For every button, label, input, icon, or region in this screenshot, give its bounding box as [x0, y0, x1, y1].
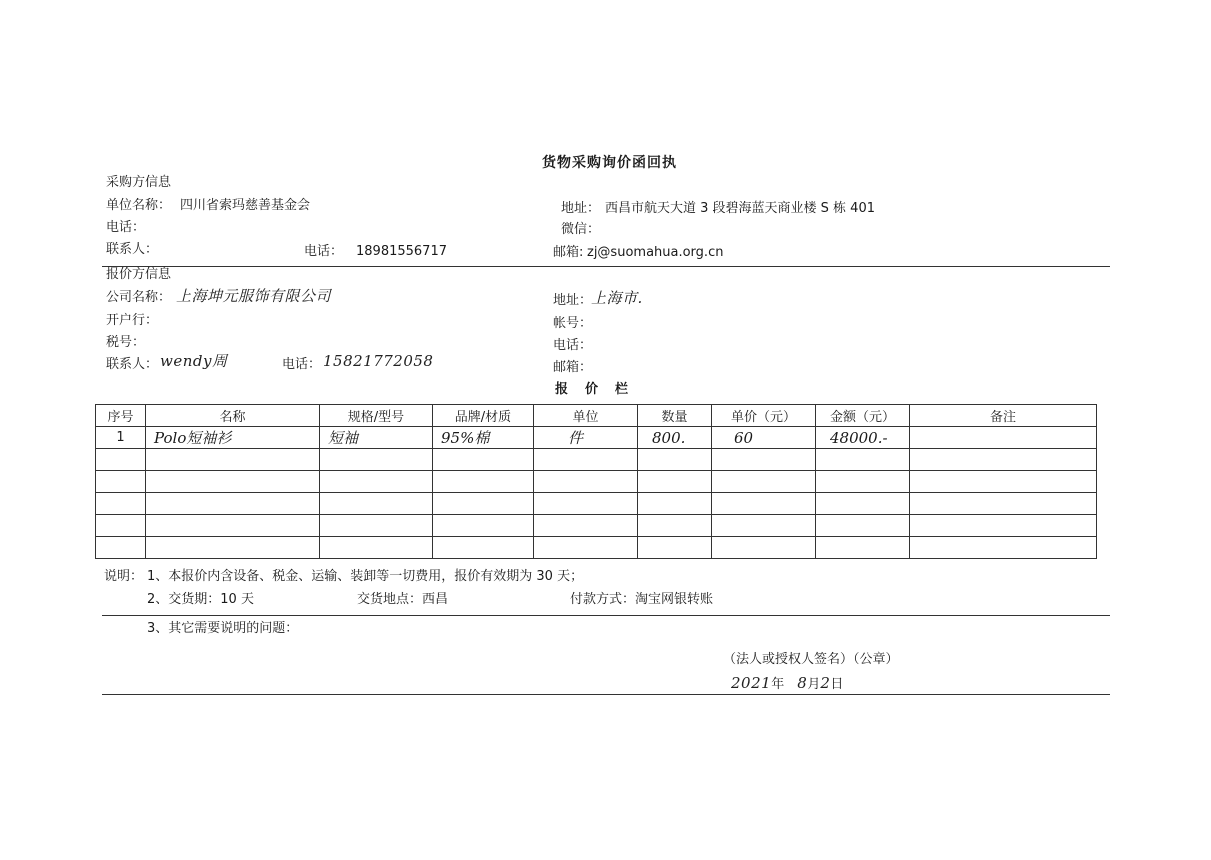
quoter-address: 上海市.	[591, 289, 643, 307]
cell-unit-price	[712, 515, 816, 537]
page-title: 货物采购询价函回执	[542, 155, 677, 171]
header-remarks: 备注	[910, 405, 1097, 427]
quoter-section-label: 报价方信息	[106, 267, 172, 282]
buyer-unit-name: 四川省索玛慈善基金会	[180, 198, 311, 213]
cell-amount	[816, 515, 910, 537]
buyer-wechat-label: 微信：	[561, 222, 601, 237]
notes-item-3: 3、其它需要说明的问题：	[147, 621, 299, 636]
table-row	[96, 471, 1097, 493]
cell-brand: 95%棉	[433, 427, 534, 449]
cell-remarks	[910, 537, 1097, 559]
cell-spec	[320, 515, 433, 537]
header-unit: 单位	[534, 405, 638, 427]
cell-name	[146, 537, 320, 559]
cell-unit-price: 60	[712, 427, 816, 449]
notes-payment-method: 付款方式：淘宝网银转账	[570, 592, 714, 607]
signature-label: （法人或授权人签名）（公章）	[723, 652, 899, 667]
quoter-bank-label: 开户行：	[106, 313, 159, 328]
notes-divider	[102, 615, 1110, 616]
cell-spec	[320, 493, 433, 515]
cell-brand	[433, 493, 534, 515]
footer-divider	[102, 694, 1110, 695]
cell-name	[146, 449, 320, 471]
buyer-contact-phone-label: 电话：	[304, 244, 344, 259]
cell-quantity	[638, 515, 712, 537]
cell-quantity	[638, 537, 712, 559]
quoter-contact-phone-label: 电话：	[282, 357, 322, 372]
cell-index	[96, 515, 146, 537]
signature-month: 8	[797, 674, 808, 692]
cell-spec	[320, 471, 433, 493]
signature-year: 2021	[731, 674, 772, 692]
table-row	[96, 537, 1097, 559]
cell-amount	[816, 471, 910, 493]
cell-brand	[433, 471, 534, 493]
header-unit-price: 单价（元）	[712, 405, 816, 427]
header-index: 序号	[96, 405, 146, 427]
cell-unit-price	[712, 493, 816, 515]
quoter-phone-label: 电话：	[553, 338, 593, 353]
cell-unit	[534, 471, 638, 493]
cell-remarks	[910, 449, 1097, 471]
cell-name: Polo短袖衫	[146, 427, 320, 449]
cell-unit	[534, 515, 638, 537]
cell-remarks	[910, 427, 1097, 449]
cell-unit-price	[712, 537, 816, 559]
year-unit: 年	[771, 677, 785, 692]
table-row	[96, 493, 1097, 515]
cell-unit-price	[712, 471, 816, 493]
quoter-contact-phone: 15821772058	[323, 352, 434, 370]
cell-index	[96, 449, 146, 471]
cell-unit-price	[712, 449, 816, 471]
buyer-phone-label: 电话：	[106, 220, 146, 235]
cell-quantity	[638, 493, 712, 515]
cell-remarks	[910, 493, 1097, 515]
quoter-company-label: 公司名称：	[106, 290, 172, 305]
cell-brand	[433, 449, 534, 471]
cell-unit	[534, 449, 638, 471]
buyer-address: 西昌市航天大道 3 段碧海蓝天商业楼 S 栋 401	[605, 201, 875, 216]
buyer-section-label: 采购方信息	[106, 175, 172, 190]
cell-name	[146, 493, 320, 515]
table-header-row	[96, 405, 1097, 427]
cell-index	[96, 493, 146, 515]
day-unit: 日	[830, 677, 844, 692]
header-name: 名称	[146, 405, 320, 427]
header-brand: 品牌/材质	[433, 405, 534, 427]
buyer-email-label: 邮箱:	[553, 245, 584, 260]
cell-unit: 件	[534, 427, 638, 449]
signature-date	[731, 675, 843, 691]
cell-amount	[816, 449, 910, 471]
cell-quantity	[638, 471, 712, 493]
notes-delivery-location: 交货地点：西昌	[357, 592, 449, 607]
cell-index	[96, 471, 146, 493]
quoter-account-label: 帐号：	[553, 316, 593, 331]
header-amount: 金额（元）	[816, 405, 910, 427]
table-row	[96, 449, 1097, 471]
notes-delivery-period: 2、交货期：10 天	[147, 592, 254, 607]
cell-brand	[433, 515, 534, 537]
cell-name	[146, 471, 320, 493]
header-quantity: 数量	[638, 405, 712, 427]
table-row	[96, 515, 1097, 537]
cell-spec: 短袖	[320, 427, 433, 449]
quoter-contact: wendy周	[160, 352, 228, 370]
table-row	[96, 427, 1097, 449]
buyer-unit-name-label: 单位名称：	[106, 198, 172, 213]
quoter-contact-label: 联系人：	[106, 357, 159, 372]
buyer-address-label: 地址：	[561, 201, 601, 216]
cell-index	[96, 537, 146, 559]
signature-day: 2	[820, 674, 831, 692]
section-divider	[102, 266, 1110, 267]
notes-label: 说明：	[104, 569, 144, 584]
cell-amount: 48000.-	[816, 427, 910, 449]
cell-name	[146, 515, 320, 537]
quote-section-label: 报 价 栏	[555, 382, 631, 397]
cell-remarks	[910, 471, 1097, 493]
quoter-company: 上海坤元服饰有限公司	[176, 287, 332, 305]
cell-quantity	[638, 449, 712, 471]
buyer-contact-phone: 18981556717	[356, 244, 447, 259]
cell-brand	[433, 537, 534, 559]
cell-quantity: 800.	[638, 427, 712, 449]
cell-amount	[816, 493, 910, 515]
cell-amount	[816, 537, 910, 559]
cell-index: 1	[96, 427, 146, 449]
quoter-email-label: 邮箱：	[553, 360, 593, 375]
quoter-address-label: 地址：	[553, 293, 593, 308]
cell-spec	[320, 449, 433, 471]
cell-spec	[320, 537, 433, 559]
quote-table	[95, 404, 1097, 559]
buyer-contact-label: 联系人：	[106, 242, 159, 257]
month-unit: 月	[807, 677, 821, 692]
cell-remarks	[910, 515, 1097, 537]
buyer-email: zj@suomahua.org.cn	[587, 245, 724, 260]
cell-unit	[534, 493, 638, 515]
header-spec: 规格/型号	[320, 405, 433, 427]
quoter-tax-label: 税号：	[106, 335, 146, 350]
notes-item-1: 1、本报价内含设备、税金、运输、装卸等一切费用，报价有效期为 30 天；	[147, 569, 584, 584]
cell-unit	[534, 537, 638, 559]
